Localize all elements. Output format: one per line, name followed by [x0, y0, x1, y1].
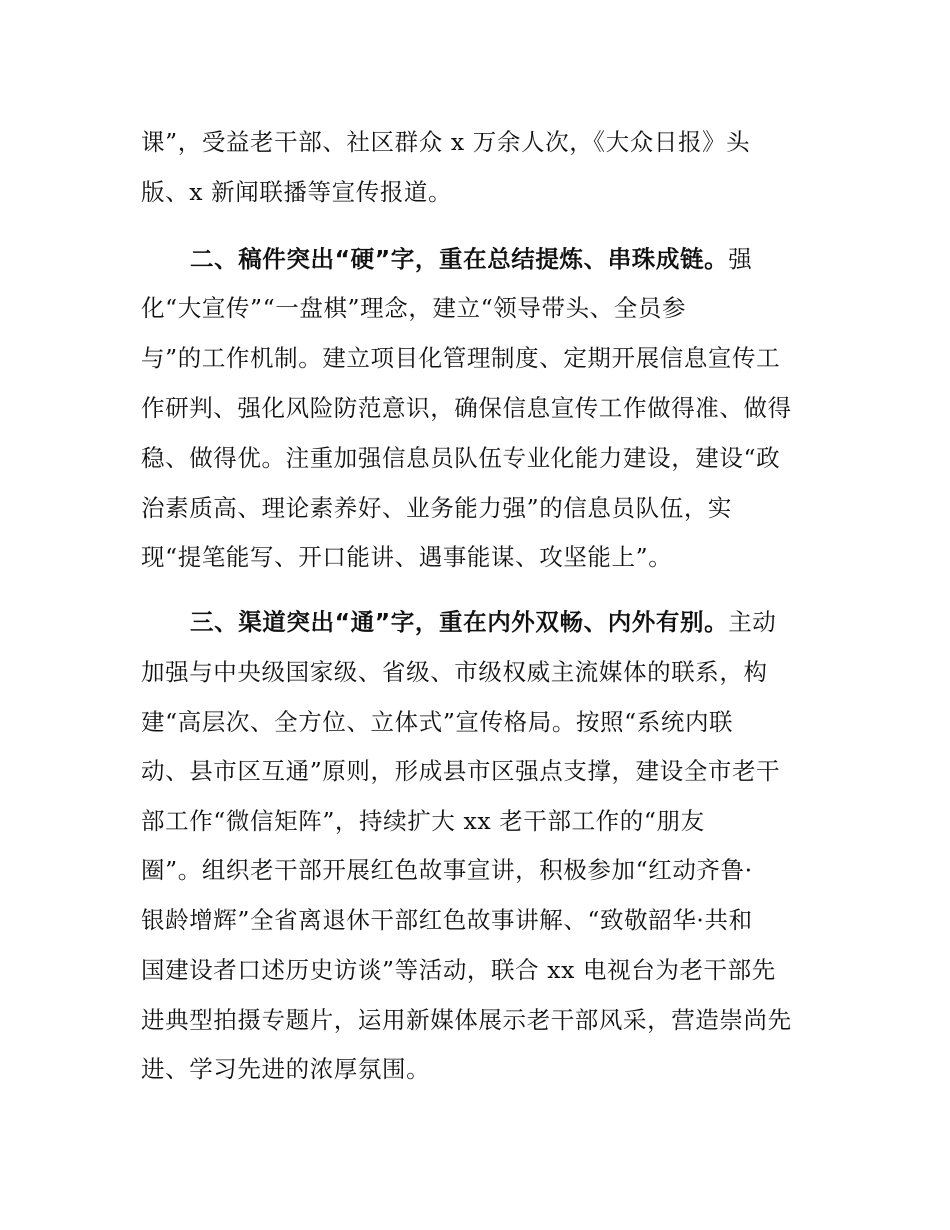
- text-line: 建“高层次、全方位、立体式”宣传格局。按照“系统内联: [141, 708, 734, 736]
- text-line: 治素质高、理论素养好、业务能力强”的信息员队伍，实: [141, 494, 733, 522]
- text-line: 课”，受益老干部、社区群众 x 万余人次，《大众日报》头: [141, 128, 751, 156]
- paragraph-3-first-line: [190, 607, 776, 637]
- section-heading-2: 二、稿件突出“硬”字，重在总结提炼、串珠成链。: [190, 245, 729, 273]
- text-line: 进、学习先进的浓厚氛围。: [141, 1055, 431, 1083]
- text-line: 动、县市区互通”原则，形成县市区强点支撑，建设全市老干: [141, 757, 781, 785]
- text-run: 主动: [728, 608, 777, 636]
- text-line: 部工作“微信矩阵”，持续扩大 xx 老干部工作的“朋友: [141, 807, 705, 835]
- text-line: 加强与中央级国家级、省级、市级权威主流媒体的联系，构: [141, 658, 768, 686]
- text-line: 现“提笔能写、开口能讲、遇事能谋、攻坚能上”。: [141, 543, 673, 571]
- text-line: 进典型拍摄专题片，运用新媒体展示老干部风采，营造崇尚先: [141, 1006, 792, 1034]
- text-line: 与”的工作机制。建立项目化管理制度、定期开展信息宣传工: [141, 344, 781, 372]
- text-line: 化“大宣传”“一盘棋”理念，建立“领导带头、全员参: [141, 294, 687, 322]
- text-run: 强: [728, 245, 753, 273]
- text-line: 作研判、强化风险防范意识，确保信息宣传工作做得准、做得: [141, 394, 792, 422]
- text-line: 国建设者口述历史访谈”等活动，联合 xx 电视台为老干部先: [141, 956, 776, 984]
- text-line: 圈”。组织老干部开展红色故事宣讲，积极参加“红动齐鲁·: [141, 856, 753, 884]
- section-heading-3: 三、渠道突出“通”字，重在内外双畅、内外有别。: [190, 608, 729, 636]
- text-line: 银龄增辉”全省离退休干部红色故事讲解、“致敬韶华·共和: [141, 906, 753, 934]
- text-line: 稳、做得优。注重加强信息员队伍专业化能力建设，建设“政: [141, 444, 781, 472]
- paragraph-2-first-line: [190, 244, 752, 274]
- text-line: 版、x 新闻联播等宣传报道。: [141, 178, 453, 206]
